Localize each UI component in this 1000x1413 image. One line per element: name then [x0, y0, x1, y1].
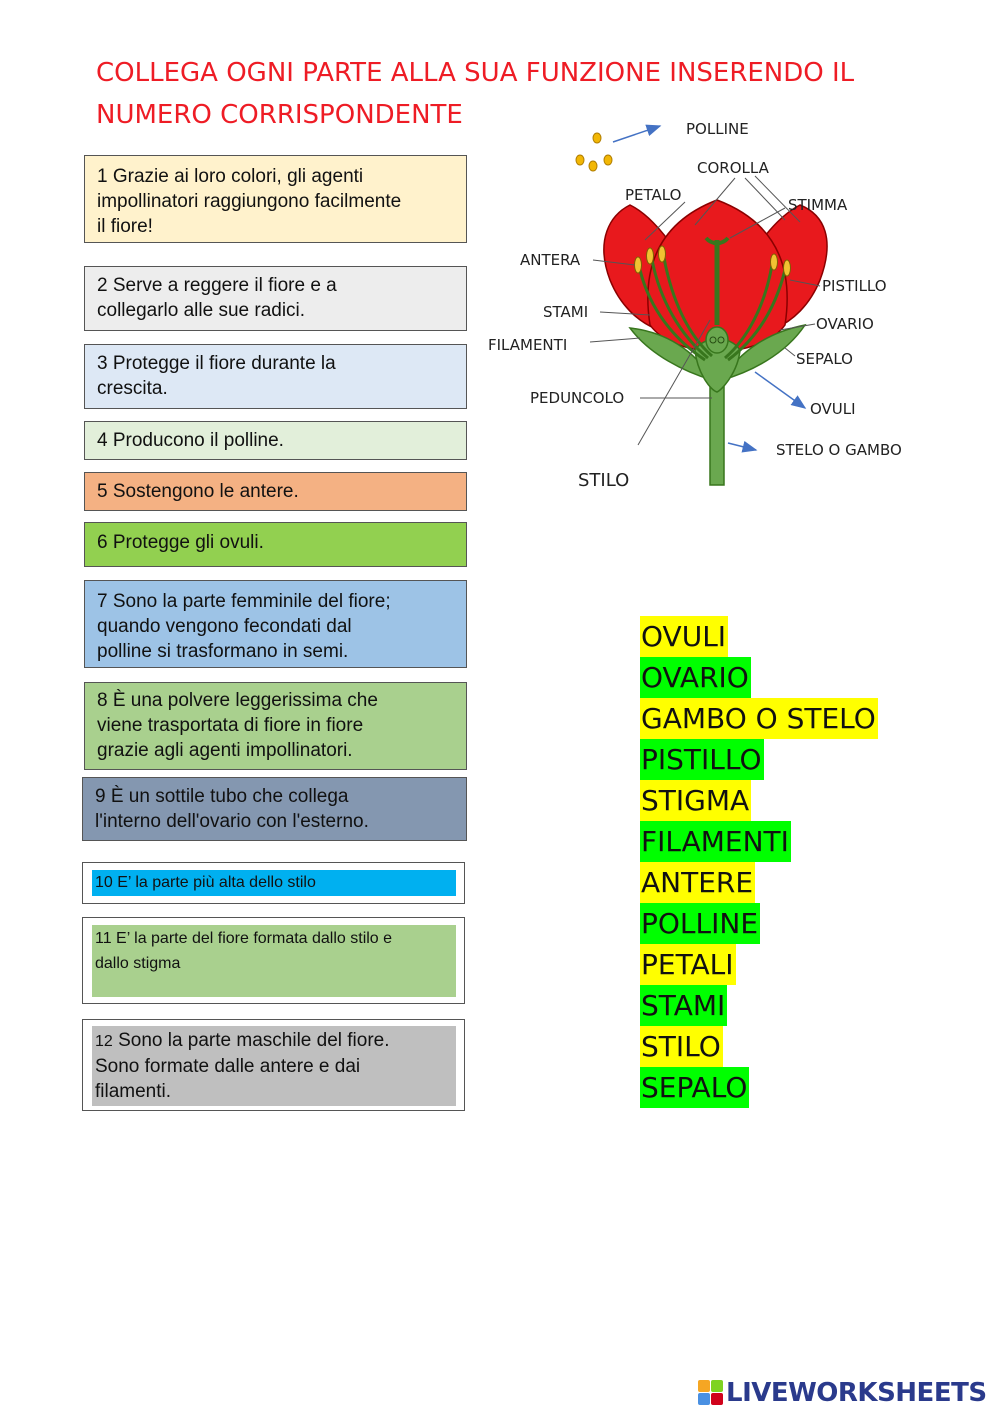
word-petali[interactable]: PETALI	[640, 944, 736, 985]
word-ovuli[interactable]: OVULI	[640, 616, 728, 657]
pollen-grains	[576, 133, 612, 171]
function-text: 6 Protegge gli ovuli.	[97, 532, 264, 553]
answer-word-list	[640, 616, 878, 1108]
word-sepalo[interactable]: SEPALO	[640, 1067, 749, 1108]
label-peduncolo: PEDUNCOLO	[530, 389, 625, 407]
label-antera: ANTERA	[520, 251, 581, 269]
function-text: Sono la parte maschile del fiore. Sono formate dalle antere e dai filamenti.	[95, 1030, 390, 1102]
word-pistillo[interactable]: PISTILLO	[640, 739, 764, 780]
function-highlight-11	[92, 925, 456, 997]
function-box-2	[84, 266, 467, 331]
liveworksheets-logo-icon	[698, 1380, 724, 1406]
function-box-4	[84, 421, 467, 460]
function-box-7	[84, 580, 467, 668]
function-text: 8 È una polvere leggerissima che viene trasportata di fiore in fiore grazie agli agenti impollinatori.	[97, 690, 378, 761]
function-text: 9 È un sottile tubo che collega l'interno dell'ovario con l'esterno.	[95, 786, 369, 832]
title-line-1: COLLEGA OGNI PARTE ALLA SUA FUNZIONE INSERENDO IL	[96, 58, 855, 88]
word-stami[interactable]: STAMI	[640, 985, 727, 1026]
function-text: 4 Producono il polline.	[97, 430, 284, 451]
function-box-6	[84, 522, 467, 567]
label-stilo: STILO	[578, 470, 630, 491]
function-box-8	[84, 682, 467, 770]
function-text: 5 Sostengono le antere.	[97, 481, 299, 502]
label-ovario: OVARIO	[816, 315, 874, 333]
title-line-2: NUMERO CORRISPONDENTE	[96, 100, 463, 130]
flower-diagram	[480, 110, 930, 500]
function-box-1	[84, 155, 467, 243]
label-filamenti: FILAMENTI	[488, 336, 568, 354]
label-ovuli: OVULI	[810, 400, 856, 418]
label-polline: POLLINE	[686, 120, 749, 138]
label-petalo: PETALO	[625, 186, 682, 204]
label-sepalo: SEPALO	[796, 350, 853, 368]
word-gambo-o-stelo[interactable]: GAMBO O STELO	[640, 698, 878, 739]
function-text: 1 Grazie ai loro colori, gli agenti impollinatori raggiungono facilmente il fiore!	[97, 166, 402, 237]
label-pistillo: PISTILLO	[822, 277, 887, 295]
label-stelo: STELO O GAMBO	[776, 441, 902, 459]
function-text: 10 E’ la parte più alta dello stilo	[95, 874, 316, 891]
label-corolla: COROLLA	[697, 159, 769, 177]
label-stami: STAMI	[543, 303, 589, 321]
function-box-9	[82, 777, 467, 841]
word-polline[interactable]: POLLINE	[640, 903, 760, 944]
function-box-12	[82, 1019, 465, 1111]
label-stimma: STIMMA	[788, 196, 848, 214]
function-number: 12	[95, 1033, 113, 1050]
function-box-5	[84, 472, 467, 511]
liveworksheets-logo	[698, 1378, 987, 1408]
word-stigma[interactable]: STIGMA	[640, 780, 751, 821]
logo-text: LIVEWORKSHEETS	[726, 1378, 987, 1408]
function-highlight-10	[92, 870, 456, 896]
function-text: 7 Sono la parte femminile del fiore; quando vengono fecondati dal polline si trasformano in semi.	[97, 591, 391, 662]
function-box-10	[82, 862, 465, 904]
function-text: 11 E’ la parte del fiore formata dallo stilo e dallo stigma	[95, 930, 393, 972]
word-ovario[interactable]: OVARIO	[640, 657, 751, 698]
word-stilo[interactable]: STILO	[640, 1026, 723, 1067]
function-box-3	[84, 344, 467, 409]
function-text: 2 Serve a reggere il fiore e a collegarlo alle sue radici.	[97, 275, 337, 321]
word-filamenti[interactable]: FILAMENTI	[640, 821, 791, 862]
function-box-11	[82, 917, 465, 1004]
function-text: 3 Protegge il fiore durante la crescita.	[97, 353, 336, 399]
word-antere[interactable]: ANTERE	[640, 862, 755, 903]
function-highlight-12	[92, 1026, 456, 1106]
